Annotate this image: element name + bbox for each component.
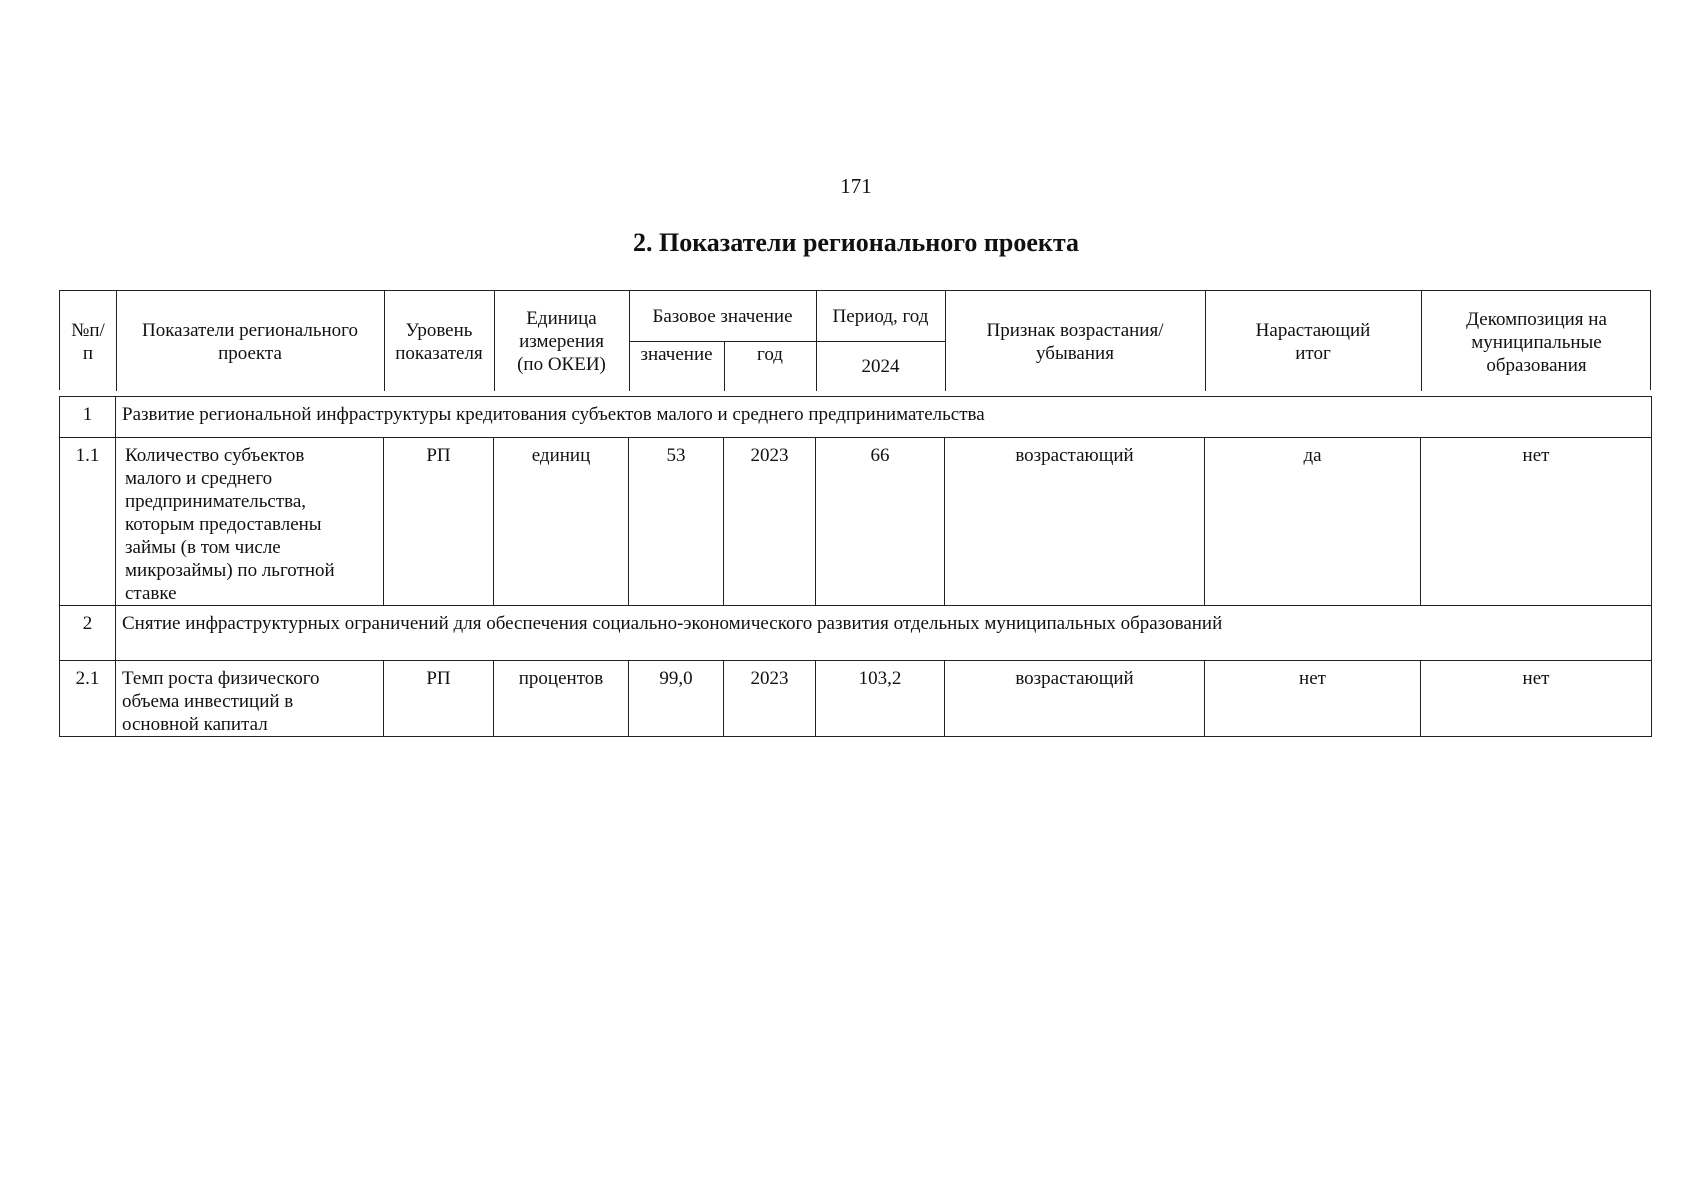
row-num: 1.1 <box>60 438 116 606</box>
header-period: Период, год <box>832 306 929 327</box>
row-base-value: 53 <box>629 438 724 606</box>
header-period-year: 2024 <box>861 356 900 377</box>
row-level: РП <box>384 661 494 737</box>
header-unit: Единица измерения (по ОКЕИ) <box>517 308 606 375</box>
row-cumulative: нет <box>1205 661 1421 737</box>
row-decomposition: нет <box>1421 661 1652 737</box>
row-decomposition: нет <box>1421 438 1652 606</box>
header-num: №п/ п <box>71 320 105 364</box>
section-num: 1 <box>60 397 116 438</box>
section-title: 2. Показатели регионального проекта <box>633 228 1079 257</box>
header-level: Уровень показателя <box>395 320 483 364</box>
section-title-cell: Развитие региональной инфраструктуры кредитования субъектов малого и среднего предпринимательства <box>116 397 1652 438</box>
table-row <box>60 661 1652 737</box>
header-cumulative: Нарастающий итог <box>1255 320 1371 364</box>
section-row <box>60 606 1652 661</box>
header-indicator: Показатели регионального проекта <box>142 320 358 364</box>
section-num: 2 <box>60 606 116 661</box>
row-trend: возрастающий <box>945 438 1205 606</box>
row-unit: процентов <box>494 661 629 737</box>
header-base-value: Базовое значение <box>652 306 793 327</box>
table-header <box>59 290 1651 390</box>
row-indicator: Темп роста физического объема инвестиций в основной капитал <box>116 661 384 737</box>
row-base-year: 2023 <box>724 438 816 606</box>
page-number: 171 <box>840 174 872 198</box>
section-row <box>60 397 1652 438</box>
row-trend: возрастающий <box>945 661 1205 737</box>
table-row <box>60 438 1652 606</box>
header-decomposition: Декомпозиция на муниципальные образования <box>1466 309 1607 376</box>
row-unit: единиц <box>494 438 629 606</box>
row-value-2024: 103,2 <box>816 661 945 737</box>
row-indicator: Количество субъектов малого и среднего предпринимательства, которым предоставлены займы (в том числе микрозаймы) по льготной ставке <box>116 438 384 606</box>
header-base-value-year: год <box>757 344 783 365</box>
section-title-cell: Снятие инфраструктурных ограничений для обеспечения социально-экономического развития отдельных муниципальных образований <box>116 606 1652 661</box>
row-value-2024: 66 <box>816 438 945 606</box>
header-trend: Признак возрастания/ убывания <box>986 320 1164 364</box>
indicators-table <box>59 396 1652 737</box>
row-base-value: 99,0 <box>629 661 724 737</box>
row-num: 2.1 <box>60 661 116 737</box>
header-base-value-value: значение <box>640 344 713 365</box>
row-level: РП <box>384 438 494 606</box>
row-base-year: 2023 <box>724 661 816 737</box>
row-cumulative: да <box>1205 438 1421 606</box>
